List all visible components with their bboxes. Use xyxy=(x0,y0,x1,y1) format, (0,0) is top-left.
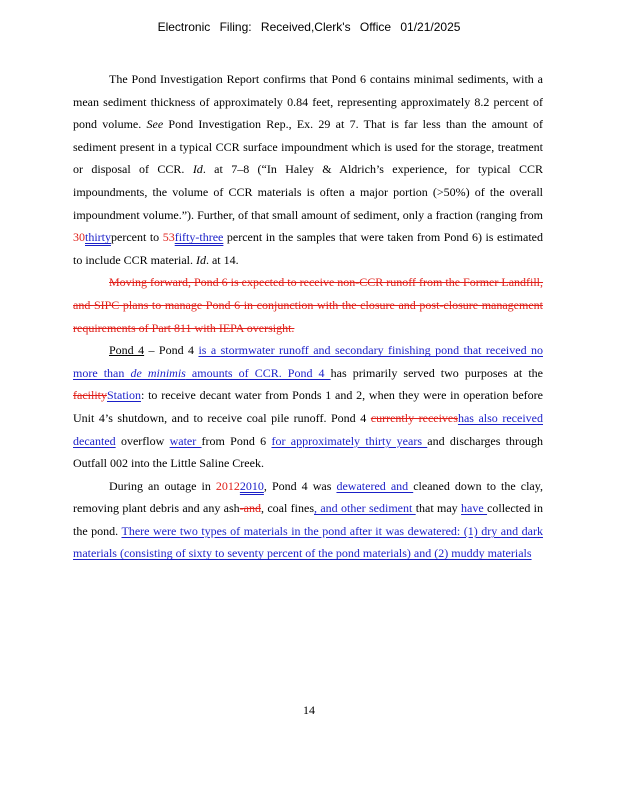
document-body xyxy=(73,68,543,565)
text-run: percent in the samples that were taken from Pond 6) is estimated to include CCR material. xyxy=(73,230,543,267)
changed-number: 30 xyxy=(73,230,85,245)
inserted-text: have xyxy=(461,501,488,516)
deleted-text: -and xyxy=(239,501,261,516)
inserted-text: water xyxy=(169,433,202,448)
changed-number: 2012 xyxy=(215,478,240,493)
text-run: that may xyxy=(415,501,462,516)
inserted-text: Station xyxy=(106,388,141,403)
text-run: – Pond 4 xyxy=(144,343,199,358)
text-run: collected in the pond. xyxy=(73,501,544,538)
inserted-text: thirty xyxy=(85,230,111,245)
text-run: overflow xyxy=(115,433,170,448)
deleted-text: currently receives xyxy=(370,410,458,425)
inserted-text: amounts of CCR. Pond 4 xyxy=(185,365,331,380)
text-run: : to receive decant water from Ponds 1 and 2, when they were in operation before Unit 4’s shutdown, and to receive coal pile runoff. Pond 4 xyxy=(73,388,543,425)
citation-id: Id xyxy=(195,252,206,267)
deleted-text: Moving forward, Pond 6 is expected to receive non-CCR runoff from the Former Landfill, and SIPC plans to manage Pond 6 in conjunction with the closure and post-closure management requirements of Part 811 with IEPA oversight. xyxy=(73,275,544,335)
text-run: from Pond 6 xyxy=(201,433,272,448)
page-number: 14 xyxy=(303,703,315,717)
citation-signal: See xyxy=(146,117,164,132)
inserted-text: is a stormwater runoff and secondary finishing pond that received no more than xyxy=(73,343,543,380)
paragraph-pond-4 xyxy=(73,339,543,475)
text-run: . at 14. xyxy=(205,252,239,267)
paragraph-pond-6-sediments xyxy=(73,68,543,271)
inserted-text: , and other sediment xyxy=(314,501,416,516)
inserted-text: has also received decanted xyxy=(73,410,543,448)
text-run: has primarily served two purposes at the xyxy=(330,365,543,380)
text-run: and discharges through Outfall 002 into the Little Saline Creek. xyxy=(73,433,543,471)
section-heading: Pond 4 xyxy=(109,343,145,358)
inserted-text: 2010 xyxy=(239,478,264,493)
text-run: cleaned down to the clay, removing plant debris and any ash xyxy=(73,478,543,516)
filing-header: Electronic Filing: Received,Clerk's Office 01/21/2025 xyxy=(157,20,461,34)
text-run: percent to xyxy=(111,230,163,245)
inserted-text: There were two types of materials in the pond after it was dewatered: (1) dry and dark materials (consisting of sixty to seventy percent of the pond materials) and (2) muddy materials xyxy=(73,523,543,561)
text-run: Pond Investigation Rep., Ex. 29 at 7. That is far less than the amount of sediment present in a typical CCR surface impoundment which is used for the storage, treatment or disposal of CCR. xyxy=(73,117,544,177)
paragraph-outage xyxy=(73,475,543,565)
deleted-text: facility xyxy=(73,388,107,403)
text-run: The Pond Investigation Report confirms that Pond 6 contains minimal sediments, with a mean sediment thickness of approximately 0.84 feet, representing approximately 8.2 percent of pond volume. xyxy=(73,72,543,132)
paragraph-deleted-pond-6 xyxy=(73,271,543,339)
changed-number: 53 xyxy=(162,230,175,245)
text-run: , coal fines xyxy=(261,501,314,516)
citation-id: Id xyxy=(192,162,203,177)
inserted-text: for approximately thirty years xyxy=(271,433,428,448)
inserted-text: de minimis xyxy=(130,365,186,380)
text-run: . at 7–8 (“In Haley & Aldrich’s experience, for typical CCR impoundments, the volume of CCR materials is often a major portion (>50%) of the overall impoundment volume.”). Further, of that small amount of sediment, only a fraction (ranging from xyxy=(73,162,544,222)
inserted-text: fifty-three xyxy=(174,230,224,245)
text-run: , Pond 4 was xyxy=(263,478,337,493)
text-run: During an outage in xyxy=(109,478,216,493)
inserted-text: dewatered and xyxy=(336,478,414,493)
